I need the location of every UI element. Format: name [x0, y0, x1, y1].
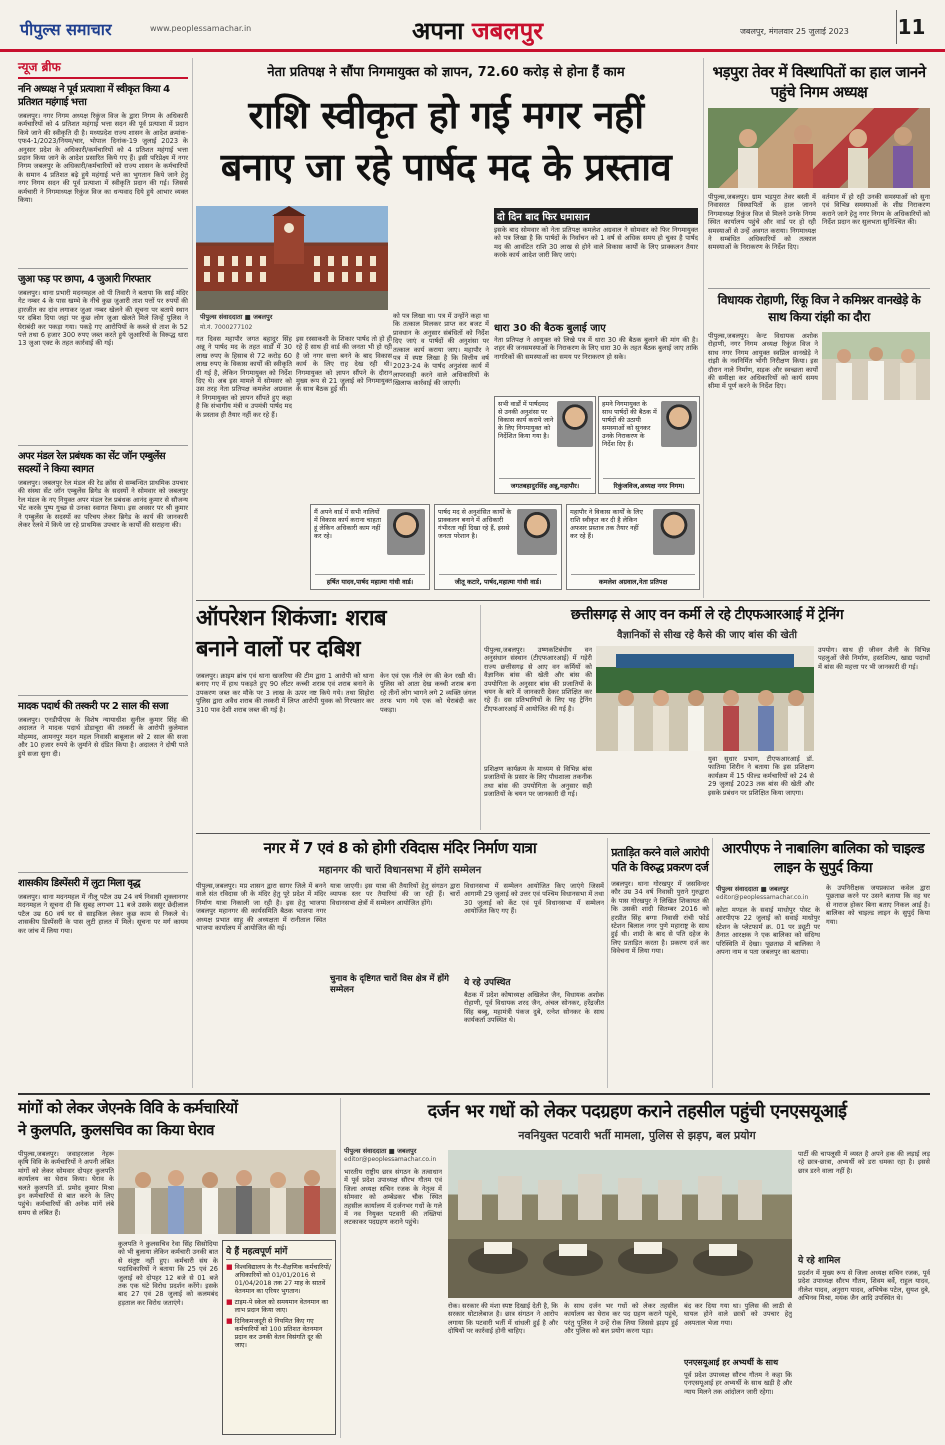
- donkeys-col5: [798, 1150, 930, 1436]
- ravidas-present-title: ये रहे उपस्थित: [464, 978, 511, 988]
- lead-subsection-1-title: दो दिन बाद फिर घमासान: [494, 208, 698, 224]
- donkeys-email[interactable]: editor@peoplessamachar.co.in: [344, 1156, 437, 1163]
- jnkv-demands-box: [222, 1240, 336, 1435]
- jnkv-headline-line1: मांगों को लेकर जेएनके विवि के कर्मचारियों: [18, 1099, 238, 1117]
- accused-headline: प्रताड़ित करने वाले आरोपी पति के विरुद्ध प्रकरण दर्ज: [611, 846, 709, 874]
- bullet-icon: ■: [226, 1298, 233, 1306]
- forest-photo: [596, 646, 814, 751]
- donkeys-body-6: पार्टी की चापलूसी में व्यस्त है अपने हक की लड़ाई लड़ रहे छात्र-छात्रा, अभ्यर्थी को डरा धमका रहा है। इससे छात्र डरने वाला नहीं है।: [798, 1150, 930, 1175]
- lead-byline: पीपुल्स संवाददाता ■ जबलपुर: [200, 313, 273, 321]
- quote-box: [310, 504, 430, 590]
- sharaab-body: जबलपुर। क्राइम ब्रांच एवं थाना खजरिया की टीम द्वारा 1 आरोपी को थाना बनाए गए में हाथ पकड़ते हुए 90 लीटर कच्ची शराब एवं शराब बनाने के उपकरण जब्त कर मौके पर 3 लाख के ऊपर नष्ट किये गये। तथा सिहोरा पुलिस द्वारा अवैध शराब की तस्करी में लिप्त आरोपी युवक को गिरफ्तार कर 310 पाव देशी शराब जब्त की गई है।: [196, 672, 374, 714]
- forest-subhead: वैज्ञानिकों से सीख रहे कैसे की जाए बांस की खेती: [616, 630, 798, 641]
- quote-box: [598, 396, 700, 494]
- bullet-icon: ■: [226, 1317, 233, 1325]
- quote-text: मैं अपने वार्ड में सभी नालियों में विकास कार्य कराना चाहता हूं लेकिन अधिकारी काम नहीं कर रहे।: [314, 508, 382, 540]
- municipal-building-illustration: [196, 206, 388, 310]
- right-story-1-photo: [708, 108, 930, 188]
- brief-headline: मादक पदार्थ की तस्करी पर 2 साल की सजा: [18, 701, 168, 712]
- demand-item: [226, 1298, 332, 1314]
- sharaab-headline-line1: ऑपरेशन शिकंजा: शराब: [196, 606, 387, 631]
- brief-item: [18, 83, 188, 262]
- portrait-avatar: [661, 401, 697, 447]
- brief-body: जबलपुर। नगर निगम अध्यक्ष रिकुंज विज के द्वारा निगम के अधिकारी कर्मचारियों को 4 प्रतिशत महंगाई भत्ता सदन की पूर्व प्रत्याशा में प्रदान किये जाने की स्वीकृति दी है। मध्यप्रदेश राज्य शासन के आदेश क्रमांक-एफ4-1/2023/नियम/चार, भोपाल दिनांक-19 जुलाई 2023 के अनुसार प्रदेश के अधिकारी/कर्मचारियों को 4 प्रतिशत महंगाई भत्ता प्रदान किया जाने के आदेश प्रसारित किये गए हैं। इसी परिप्रेक्ष्य में नगर निगम जबलपुर के अधिकारी/कर्मचारियों को राज्य शासन के कर्मचारियों के समान 4 प्रतिशत बढ़े हुये महंगाई भत्ते का भुगतान किये जाने हेतु नगर निगम सदन की पूर्व प्रत्याशा में स्वीकृति प्रदान की गई। जिससे कर्मचारी ने निगमाध्यक्ष रिकुंज विज का धन्यवाद दिये हुये आभार व्यक्त किया।: [18, 112, 188, 205]
- donkeys-body-7: प्रदर्शन में मुख्य रूप से जिला अध्यक्ष सचिन रजक, पूर्व प्रदेश उपाध्यक्ष सौरभ गौतम, शिवम बर्वे, राहुल यादव, नीलेश यादव, अनुराग यादव, अभिषेक पटेल, सुयश दुबे, अभिनव मिश्रा, मयंक जैन आदि उपस्थित थे।: [798, 1269, 930, 1303]
- donkeys-col4: [684, 1302, 792, 1436]
- right-story-1-body: पीपुल्स,जबलपुर। ग्राम भड़पुरा तेवर बस्ती में निवासरत विस्थापितों के हाल जानने निगमाध्यक्ष रिकुंज विज से मिलने उनके निगम स्थित कार्यालय पहुंचे और वार्ड पर हो रही समस्याओं से उन्हें अवगत कराया। निगमाध्यक्ष ने सम्बंधित अधिकारियों को तत्काल समस्याओं के निराकरण के निर्देश दिए।: [708, 193, 816, 252]
- donkeys-headline: दर्जन भर गधों को लेकर पदग्रहण कराने तहसील पहुंची एनएसयूआई: [427, 1101, 847, 1122]
- donkeys-byline: पीपुल्स संवाददाता ■ जबलपुर: [344, 1147, 417, 1155]
- ravidas-body-4: बैठक में प्रदेश कोषाध्यक्ष अखिलेश जैन, विधायक अशोक रोहाणी, पूर्व विधायक शरद जैन, अंचल सोनकर, हरेंद्रजीत सिंह बब्बू, महामंत्री पंकज दुबे, रत्नेश सोनकर के साथ कार्यकर्ता उपस्थित थे।: [464, 991, 604, 1025]
- jnkv-body: पीपुल्स,जबलपुर। जवाहरलाल नेहरू कृषि विवि के कर्मचारियों ने अपनी लंबित मांगों को लेकर सोमवार दोपहर कुलपति कार्यालय का घेराव किया। घेराव के चलते कुलपति डॉ. प्रमोद कुमार मिश्रा इन कर्मचारियों से बात करने के लिए पहुंचे। कर्मचारियों की अनेक मांगें लंबे समय से लंबित हैं।: [18, 1150, 114, 1217]
- ravidas-body-2-column: [330, 882, 460, 1082]
- demand-text: दिनिकमजदूरी से नियमित किए गए कर्मचारियों को 100 प्रतिशत वेतनमान प्रदान कर उनकी वेतन विसंगति दूर की जाए।: [234, 1317, 323, 1349]
- portrait-avatar: [517, 509, 557, 555]
- donkeys-body-4: बंद कर दिया गया था। पुलिस की लाठी से घायल होने वाले छात्रों को उपचार हेतु अस्पताल भेजा गया।: [684, 1302, 792, 1327]
- lead-headline-line1: राशि स्वीकृत हो गई मगर नहीं: [248, 93, 644, 137]
- brief-headline: जुआ फड़ पर छापा, 4 जुआरी गिरफ्तार: [18, 274, 151, 285]
- protest-with-donkeys-illustration: [448, 1150, 792, 1298]
- lead-body-col2: इस रस्साकशी के शिकार पार्षद तो हो ही रहे हैं साथ ही वार्ड की जनता भी हो रही है जो नगर सत्ता बनने के बाद विकास कार्य के लिए राह देख रही थी। निगमायुक्त को ज्ञापन सौंपने के दौरान मुख्य रूप से 21 जुलाई को निगमायुक्त के साथ बैठक हुई थी।: [296, 335, 392, 394]
- brief-body: जबलपुर। जबलपुर रेल मंडल की रेड क्रॉस से सम्बन्धित प्राथमिक उपचार की संस्था सेंट जॉन एम्बुलेंस ब्रिगेड के सदस्यों ने सोमवार को जबलपुर रेल मंडल के नए नियुक्त अपर मंडल रेल प्रबंधक आनंद कुमार से सौजन्य भेंट करके पुष्प गुच्छ से उनका स्वागत किया। इस अवसर पर श्री कुमार ने एम्बुलेंस के सदस्यों का परिचय लेकर ब्रिगेड के कार्य की जानकारी लेकर रेलवे में किये जा रहे प्राथमिक उपचार के कार्यों की सराहना की।: [18, 479, 188, 530]
- lead-body-col1: गत दिवस महापौर जगत बहादुर सिंह अन्नू ने पार्षद मद के तहत वार्डों में 30 लाख रुपए के हिसाब से 72 करोड़ 60 लाख रुपए के विकास कार्यों की स्वीकृति दी गई है, लेकिन निगमायुक्त को निर्देश दिए थे। अब इस मामले में सोमवार को उस तरह नेता प्रतिपक्ष कमलेश अग्रवाल ने निगमायुक्त को ज्ञापन सौंपते हुए कहा है कि संभागीय मंत्री व उपमंत्री पार्षद मद के प्रस्ताव ही तैयार नहीं कर रहे हैं।: [196, 335, 292, 419]
- bullet-icon: ■: [226, 1263, 233, 1271]
- ravidas-subtitle: चुनाव के दृष्टिगत चारों विस क्षेत्र में होंगे सम्मेलन: [330, 974, 449, 995]
- portrait-avatar: [387, 509, 425, 555]
- section-title-part1: अपना: [412, 17, 464, 45]
- right-story-1-body-2: वर्तमान में हो रही उनकी समस्याओं को सुना एवं विभिन्न समस्याओं के शीघ्र निराकरण कराने जाने हेतु नगर निगम के अधिकारियों को निर्देश प्रदान कर सुलभता सुनिश्चित की।: [822, 193, 930, 227]
- right-story-2-photo: [822, 332, 930, 400]
- lead-subsection-1-body: इसके बाद सोमवार को नेता प्रतिपक्ष कमलेश अग्रवाल ने सोमवार को फिर निगमायुक्त को पत्र लिखा है कि पार्षदों के निर्वाचन को 1 वर्ष से अधिक समय हो चुका है पार्षद मद की आवंटित राशि 30 लाख से होने वाले विकास कार्यों के लिए प्राक्कलन तैयार करके कार्य आदेश जारी किए जाएं।: [494, 226, 698, 260]
- ravidas-body-3: विधानसभा में सम्मेलन आयोजित किए जाएंगे जिसमें आगामी 29 जुलाई को उत्तर एवं पश्चिम विधानसभा में तथा 30 जुलाई को केंट एवं पूर्व विधानसभा में सम्मेलन आयोजित किए गए हैं।: [464, 882, 604, 916]
- lead-subsection-2-body: नेता प्रतिपक्ष ने आयुक्त को लिखे पत्र में धारा 30 की बैठक बुलाने की मांग की है। शहर की जनसमस्याओं के निराकरण के लिए धारा 30 के तहत बैठक बुलाई जाए ताकि नागरिकों की समस्याओं का समय पर निराकरण हो सके।: [494, 336, 698, 361]
- right-story-2-headline: विधायक रोहाणी, रिंकू विज ने कमिश्नर वानखेड़े के साथ किया रांझी का दौरा: [717, 293, 921, 324]
- forest-headline: छत्तीसगढ़ से आए वन कर्मी ले रहे टीएफआरआई में ट्रेनिंग: [570, 607, 844, 623]
- lead-headline-line2: बनाए जा रहे पार्षद मद के प्रस्ताव: [220, 145, 672, 189]
- section-title: [412, 14, 543, 47]
- demand-text: विश्वविद्यालय के गैर-शैक्षणिक कर्मचारियों/अधिकारियों को 01/01/2016 से 01/04/2018 तक 27 माह के सातवें वेतनमान का एरियर भुगतान।: [234, 1263, 331, 1295]
- news-brief-label: न्यूज ब्रीफ: [18, 58, 188, 79]
- lead-contact: मो.नं. 7000277102: [200, 324, 253, 331]
- section-divider: [196, 833, 930, 834]
- donkeys-subhead: नवनियुक्त पटवारी भर्ती मामला, पुलिस से झड़प, बल प्रयोग: [518, 1129, 756, 1142]
- column-divider: [607, 838, 608, 1088]
- lead-subsection-1: [494, 208, 698, 318]
- quote-box: [434, 504, 562, 590]
- sharaab-body-2: केन एवं एक नीले रंग की केन रखी थी। पुलिस को आता देख कच्ची शराब बना रहे तीनों लोग भागने लगे 2 व्यक्ति जंगल तरफ भाग गये एक को घेराबंदी कर पकड़ा।: [380, 672, 476, 714]
- accused-body: जबलपुर। थाना गोरखपुर में जसविन्दर कौर उम्र 34 वर्ष निवासी पुराने गुरुद्वारा के पास गोरखपुर ने लिखित शिकायत की कि उसकी शादी सितम्बर 2016 को हरप्रीत सिंह बग्गा निवासी रांची फोर्ड स्टेशन बिलाल नगर पुणे महाराष्ट्र के साथ हुई थी। शादी के बाद से पति दहेज के लिए प्रताड़ित करता है। प्रकरण दर्ज कर विवेचना में लिया गया।: [611, 880, 709, 956]
- right-story-1-headline: भड़पुरा तेवर में विस्थापितों का हाल जानने पहुंचे निगम अध्यक्ष: [712, 63, 926, 101]
- donkeys-body-5: पूर्व प्रदेश उपाध्यक्ष सौरभ गौतम ने कहा कि एनएसयूआई हर अभ्यर्थी के साथ खड़ी है और न्याय मिलने तक आंदोलन जारी रहेगा।: [684, 1371, 792, 1396]
- forest-body-2: प्रशिक्षण कार्यक्रम के माध्यम से विभिन्न बांस प्रजातियों के प्रसार के लिए पौधशाला तकनीक तथा बांस की उपयोगिता के अनुसार सही प्रजातियों के चयन पर जानकारी दी गई।: [484, 765, 592, 799]
- brief-item: [18, 268, 188, 439]
- rpf-byline: पीपुल्स संवाददाता ■ जबलपुर: [716, 885, 789, 893]
- forest-body-3: युवा सुधार प्रभाग, टीएफआरआई डॉ. फातिमा शिरीन ने बताया कि इस प्रशिक्षण कार्यक्रम में 15 फील्ड कर्मचारियों को 24 से 29 जुलाई 2023 तक बांस की खेती और इसके प्रबंधन पर प्रशिक्षित किया जाएगा।: [708, 755, 814, 797]
- portrait-avatar: [557, 401, 593, 447]
- portrait-avatar: [653, 509, 695, 555]
- brief-body: जबलपुर। थाना मदनमहल में नीलू पटैल उम्र 24 वर्ष निवासी शुक्लानगर मदनमहल ने सूचना दी कि सुबह लगभग 11 बजे उसके ससुर छेदीलाल पटैल उम्र 60 वर्ष घर से साइकिल लेकर कुछ काम से निकले थे। शासकीय डिस्पेंसरी के पास लुटी हालत में मिले। सूचना पर मर्ग कायम कर जांच में लिया गया।: [18, 893, 188, 935]
- news-brief-column: [18, 58, 188, 1088]
- paper-name: पीपुल्स समाचार: [20, 20, 112, 39]
- brief-item: [18, 695, 188, 866]
- masthead: [0, 0, 945, 52]
- ravidas-body: पीपुल्स,जबलपुर। मप्र शासन द्वारा सागर जिले में बनने वाले संत रविदास जी के मंदिर हेतु पूरे प्रदेश में मंदिर निर्माण यात्रा निकाली जा रही है। इस हेतु भाजपा जबलपुर महानगर की कार्यसमिति बैठक भाजपा नगर अध्यक्ष प्रभात साहू की अध्यक्षता में रानीताल स्थित भाजपा कार्यालय में आयोजित की गई।: [196, 882, 326, 933]
- demand-text: टाइम-पे स्केल को समयमान वेतनमान का लाभ प्रदान किया जाए।: [234, 1298, 329, 1314]
- quote-name: जीतू कटारे, पार्षद,महात्मा गांधी वार्ड।: [439, 574, 557, 586]
- quote-box: [494, 396, 596, 494]
- lead-subsection-2: [494, 320, 698, 402]
- brief-headline: ननि अध्यक्ष ने पूर्व प्रत्याशा में स्वीकृत किया 4 प्रतिशत महंगाई भत्ता: [18, 84, 170, 108]
- lead-body-col3: को पत्र लिखा था। पत्र में उन्होंने कहा था कि तत्काल मिलकर प्राप्त कर बजट में प्रावधान के अनुसार संबंधितों को निर्देश दिए जाएं व पार्षदों की अनुशंसा पर तत्काल कार्य कराया जाए। महापौर ने पत्र में स्पष्ट लिखा है कि वित्तीय वर्ष 2023-24 के पार्षद अनुशंसा कार्य में लापरवाही करने वाले अधिकारियों के खिलाफ कार्रवाई की जाएगी।: [393, 312, 489, 388]
- section-divider: [708, 288, 930, 289]
- forest-body-3-cont: [596, 755, 704, 831]
- brief-headline: अपर मंडल रेल प्रबंधक का सेंट जॉन एम्बुलेंस सदस्यों ने किया स्वागत: [18, 451, 166, 475]
- page-number: 11: [896, 10, 926, 44]
- column-divider: [712, 838, 713, 1088]
- quote-text: महापौर ने विकास कार्यों के लिए राशि स्वीकृत कर दी है लेकिन अफसर प्रस्ताव तक तैयार नहीं कर रहे हैं।: [570, 508, 643, 540]
- section-title-part2: जबलपुर: [471, 17, 544, 45]
- quote-text: हमने निगमायुक्त के साथ पार्षदों की बैठक में पार्षदों की उठायी समस्याओं को सुनकर उनके निराकरण के निर्देश दिए हैं।: [602, 400, 657, 448]
- quote-name: कमलेश अग्रवाल,नेता प्रतिपक्ष: [571, 574, 695, 586]
- ravidas-body-3-column: [464, 882, 604, 1082]
- column-divider: [340, 1098, 341, 1438]
- jnkv-headline-line2: ने कुलपति, कुलसचिव का किया घेराव: [18, 1121, 214, 1139]
- jnkv-body-2: कुलपति ने कुलसचिव रेवा सिंह सिसोदिया को भी बुलाया लेकिन कर्मचारी उनकी बात से संतुष्ट नहीं हुए। कर्मचारी संघ के पदाधिकारियों ने बताया कि 25 एवं 26 जुलाई को दोपहर 12 बजे से 01 बजे तक एक घंटे विरोध प्रदर्शन करेंगे। इसके बाद 27 एवं 28 जुलाई को कलमबंद हड़ताल कर विरोध जताएंगे।: [118, 1240, 218, 1307]
- quote-text: सभी वार्डों में पार्षदमद से उनकी अनुशंसा पर विकास कार्य कराये जाने के लिए निगमायुक्त को निर्देशित किया गया है।: [498, 400, 554, 440]
- rpf-email[interactable]: editor@peoplessamachar.co.in: [716, 894, 809, 901]
- site-visit-illustration: [822, 332, 930, 400]
- dateline: जबलपुर, मंगलवार 25 जुलाई 2023: [740, 27, 849, 36]
- training-group-illustration: [596, 646, 814, 751]
- right-story-2-body-cont: [822, 404, 930, 504]
- section-divider: [196, 600, 930, 601]
- crowd-photo-illustration: [708, 108, 930, 188]
- rpf-headline: आरपीएफ ने नाबालिग बालिका को चाइल्ड लाइन के सुपुर्द किया: [721, 841, 925, 876]
- donkeys-present-title: ये रहे शामिल: [798, 1256, 841, 1266]
- donkeys-body-2: रोक। सरकार की मंशा स्पष्ट दिखाई देती है, कि सरकार घोटालेबाज है। छात्र संगठन ने आरोप लगाया कि पटवारी भर्ती में धांधली हुई है और दोषियों पर कार्रवाई होनी चाहिए।: [448, 1302, 558, 1336]
- jnkv-demands-title: ये हैं महत्वपूर्ण मांगें: [226, 1244, 332, 1260]
- brief-body: जबलपुर। एनडीपीएस के विशेष न्यायाधीश सुनील कुमार सिंह की अदालत ने मादक पदार्थ डोडाचूरा की तस्करी के आरोपी कुलेमाल मोहम्मद, आमनपुर मदन महल निवासी बाबूलाल को 2 साल की सजा और 10 हजार रुपये के जुर्माने से दंडित किया है। अदालत ने दोषी पाते हुये सजा सुना दी।: [18, 716, 188, 758]
- column-divider: [192, 58, 193, 1088]
- column-divider: [480, 605, 481, 830]
- donkeys-photo: [448, 1150, 792, 1298]
- website-link[interactable]: www.peoplessamachar.in: [150, 24, 252, 33]
- demand-item: [226, 1263, 332, 1295]
- quote-text: पार्षद मद से अनुशंसित कार्यों के प्राक्कलन बनाने में अधिकारी गंभीरता नहीं दिखा रहे हैं, इससे जनता परेशान है।: [438, 508, 512, 540]
- protest-meeting-illustration: [118, 1150, 336, 1234]
- ravidas-headline: नगर में 7 एवं 8 को होगी रविदास मंदिर निर्माण यात्रा: [263, 839, 537, 857]
- rpf-body: कोटा मण्डल के सवाई माधोपुर पोस्ट के आरपीएफ 22 जुलाई को सवाई माधोपुर स्टेशन के प्लेटफार्म क्र. 01 पर ड्यूटी पर तैनात आरक्षक ने एक बालिका को संदिग्ध परिस्थिति में देखा। पूछताछ में बालिका ने अपना नाम व पता जबलपुर का बताया।: [716, 906, 820, 957]
- section-divider: [18, 1093, 930, 1095]
- quote-name: जगतबहादुरसिंह अन्नू,महापौर।: [499, 478, 591, 490]
- brief-body: जबलपुर। थाना प्रभारी मदनमहल ओ पी तिवारी ने बताया कि साईं मंदिर गेट नम्बर 4 के पास खम्भे के नीचे कुछ जुआरी ताश पत्तों पर रुपयों की हारजीत का दांव लगाकर जुआ नम्बर खेलने की सूचना पर बताये स्थान पर दबिश दिया जहां पर कुछ लोग जुआ खेलते मिले जिन्हें पुलिस ने घेराबंदी कर पकड़ा गया। पकड़े गए आरोपियों के कब्जे से ताश के 52 पत्ते तथा 6 हजार 300 रुपए जब्त करते हुये जुआरियों के विरूद्ध धारा 13 जुआ एक्ट के तहत कार्रवाई की गई।: [18, 289, 188, 348]
- sharaab-headline-line2: बनाने वालों पर दबिश: [196, 637, 361, 662]
- donkeys-subtitle: एनएसयूआई हर अभ्यर्थी के साथ: [684, 1358, 779, 1367]
- lead-story-kicker: नेता प्रतिपक्ष ने सौंपा निगमायुक्त को ज्ञापन, 72.60 करोड़ से होना हैं काम: [267, 65, 625, 80]
- jnkv-photo: [118, 1150, 336, 1234]
- rpf-body-2: के उपनिरीक्षक जयप्रकाश कवेल द्वारा पूछताछ करने पर उसने बताया कि वह घर से नाराज होकर बिना बताए निकल आई है। बालिका को चाइल्ड लाइन के सुपुर्द किया गया।: [826, 884, 930, 926]
- donkeys-body: भारतीय राष्ट्रीय छात्र संगठन के तत्वाधान में पूर्व प्रदेश उपाध्यक्ष सौरभ गौतम एवं जिला अध्यक्ष सचिन रजक के नेतृत्व में सोमवार को अम्बेडकर चौक स्थित तहसील कार्यालय में दर्जनभर गधों के गले में नव नियुक्त पटवारी की तख्तियां लटकाकर पदग्रहण कराने पहुंचे।: [344, 1168, 442, 1227]
- donkeys-body-3: के साथ दर्जन भर गधों को लेकर तहसील कार्यालय का घेराव कर पद ग्रहण कराने पहुंचे, परंतु पुलिस ने उन्हें रोक लिया जिससे झड़प हुई और पुलिस को बल प्रयोग करना पड़ा।: [564, 1302, 678, 1336]
- right-story-2-body: पीपुल्स,जबलपुर। केन्ट विधायक अशोक रोहाणी, नगर निगम अध्यक्ष रिकुंज विज ने साथ नगर निगम आयुक्त स्वप्निल वानखेड़े ने रांझी के नवनिर्मित भोगी निरीक्षण किया। इस दौरान नाले निर्माण, सड़क और स्वच्छता कार्यों की समीक्षा कर अधिकारियों को कार्य समय सीमा में पूर्ण करने के निर्देश दिए।: [708, 332, 818, 391]
- ravidas-subhead: महानगर की चारों विधानसभा में होंगे सम्मेलन: [318, 865, 482, 876]
- quote-name: रिकुंजविज,अध्यक्ष नगर निगम।: [603, 478, 695, 490]
- brief-headline: शासकीय डिस्पेंसरी में लुटा मिला वृद्ध: [18, 878, 140, 889]
- ravidas-body-2: यात्रा जाएगी। इस यात्रा की तैयारियों हेतु संगठन द्वारा व्यापक स्तर पर तैयारियां की जा रही हैं। चारों विधानसभा क्षेत्रों में सम्मेलन आयोजित होंगे।: [330, 882, 460, 907]
- lead-subsection-2-title: धारा 30 की बैठक बुलाई जाए: [494, 323, 606, 334]
- forest-body-4: उपयोग। साथ ही जीवन शैली के विभिन्न पहलुओं जैसे निर्माण, हस्तशिल्प, खाद्य पदार्थों में बांस की महत्ता पर भी जानकारी दी गई।: [818, 646, 930, 671]
- ravidas-body-2-cont: [330, 998, 460, 1078]
- quote-box: [566, 504, 700, 590]
- quote-name: हर्षित यादव,पार्षद महात्मा गांधी वार्ड।: [315, 574, 425, 586]
- forest-body: पीपुल्स,जबलपुर। उष्णकटिबंधीय वन अनुसंधान संस्थान (टीएफआरआई) में गड़ेरी राज्य छत्तीसगढ़ से आए वन कर्मियों को वैज्ञानिक बांस की खेती और बांस की उपयोगिता के अनुसार बांस की प्रजातियों के चयन के बारे में जानकारी देकर प्रशिक्षित कर रहे हैं। दस प्रतिभागियों के लिए यह ट्रेनिंग टीएफआरआई में आयोजित की गई है।: [484, 646, 592, 713]
- brief-item: [18, 445, 188, 689]
- column-divider: [703, 58, 704, 598]
- lead-photo: [196, 206, 388, 310]
- demand-item: [226, 1317, 332, 1349]
- brief-item: [18, 872, 188, 1043]
